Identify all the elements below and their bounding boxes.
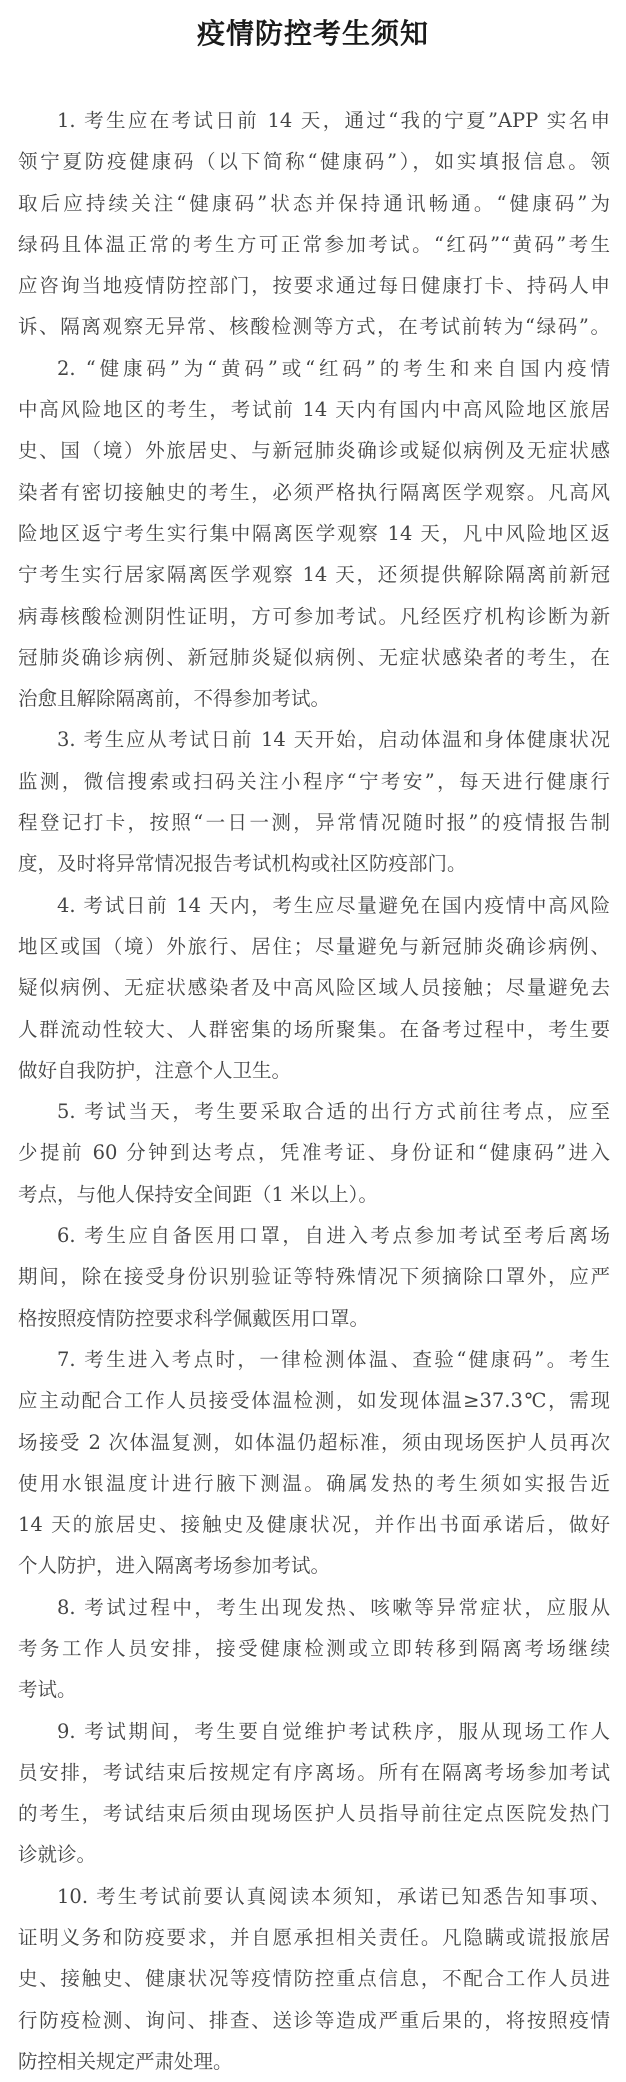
paragraph-line: 9. 考试期间，考生要自觉维护考试秩序，服从现场工作人: [57, 1719, 610, 1743]
paragraph-line: 1. 考生应在考试日前 14 天，通过“我的宁夏”APP 实名申: [57, 109, 610, 132]
notice-item-8: [18, 1587, 610, 1711]
paragraph-line: 人群流动性较大、人群密集的场所聚集。在备考过程中，考生要: [18, 1017, 610, 1041]
paragraph-line: 取后应持续关注“健康码”状态并保持通讯畅通。“健康码”为: [18, 191, 610, 215]
paragraph-line: 防控相关规定严肃处理。: [18, 2049, 233, 2073]
paragraph-line: 格按照疫情防控要求科学佩戴医用口罩。: [18, 1306, 370, 1330]
document-title: 疫情防控考生须知: [196, 17, 429, 50]
paragraph-line: 疑似病例、无症状感染者及中高风险区域人员接触；尽量避免去: [18, 976, 610, 1000]
paragraph-line: 使用水银温度计进行腋下测温。确属发热的考生须如实报告近: [18, 1471, 610, 1495]
paragraph-line: 监测，微信搜索或扫码关注小程序“宁考安”，每天进行健康行: [18, 769, 610, 793]
paragraph-line: 绿码且体温正常的考生方可正常参加考试。“红码”“黄码”考生: [18, 232, 610, 256]
paragraph-line: 证明义务和防疫要求，并自愿承担相关责任。凡隐瞒或谎报旅居: [18, 1926, 610, 1950]
paragraph-line: 6. 考生应自备医用口罩，自进入考点参加考试至考后离场: [57, 1224, 610, 1248]
paragraph-line: 病毒核酸检测阴性证明，方可参加考试。凡经医疗机构诊断为新: [18, 604, 610, 628]
paragraph-line: 度，及时将异常情况报告考试机构或社区防疫部门。: [18, 852, 467, 876]
paragraph-line: 考点，与他人保持安全间距（1 米以上）。: [18, 1182, 378, 1206]
paragraph-line: 的考生，考试结束后须由现场医护人员指导前往定点医院发热门: [18, 1802, 610, 1826]
paragraph-line: 史、接触史、健康状况等疫情防控重点信息，不配合工作人员进: [18, 1967, 610, 1991]
paragraph-line: 险地区返宁考生实行集中隔离医学观察 14 天，凡中风险地区返: [18, 521, 610, 545]
paragraph-line: 应咨询当地疫情防控部门，按要求通过每日健康打卡、持码人申: [18, 274, 610, 298]
notice-item-1: [18, 100, 610, 348]
paragraph-line: 冠肺炎确诊病例、新冠肺炎疑似病例、无症状感染者的考生，在: [18, 645, 610, 669]
notice-item-4: [18, 885, 610, 1091]
paragraph-line: 14 天的旅居史、接触史及健康状况，并作出书面承诺后，做好: [18, 1513, 610, 1537]
paragraph-line: 少提前 60 分钟到达考点，凭准考证、身份证和“健康码”进入: [18, 1141, 610, 1165]
paragraph-line: 宁考生实行居家隔离医学观察 14 天，还须提供解除隔离前新冠: [18, 563, 610, 587]
document-body: [18, 100, 610, 2082]
paragraph-line: 行防疫检测、询问、排查、送诊等造成严重后果的，将按照疫情: [18, 2008, 610, 2032]
paragraph-line: 4. 考试日前 14 天内，考生应尽量避免在国内疫情中高风险: [57, 893, 610, 917]
paragraph-line: 考务工作人员安排，接受健康检测或立即转移到隔离考场继续: [18, 1636, 610, 1660]
paragraph-line: 做好自我防护，注意个人卫生。: [18, 1058, 292, 1082]
paragraph-line: 5. 考试当天，考生要采取合适的出行方式前往考点，应至: [57, 1100, 610, 1124]
paragraph-line: 诊就诊。: [18, 1843, 97, 1867]
paragraph-line: 诉、隔离观察无异常、核酸检测等方式，在考试前转为“绿码”。: [18, 315, 610, 339]
paragraph-line: 10. 考生考试前要认真阅读本须知，承诺已知悉告知事项、: [57, 1884, 610, 1908]
paragraph-line: 染者有密切接触史的考生，必须严格执行隔离医学观察。凡高风: [18, 480, 610, 504]
paragraph-line: 期间，除在接受身份识别验证等特殊情况下须摘除口罩外，应严: [18, 1265, 610, 1289]
notice-item-6: [18, 1215, 610, 1339]
notice-item-5: [18, 1091, 610, 1215]
notice-item-9: [18, 1711, 610, 1876]
notice-item-2: [18, 348, 610, 720]
paragraph-line: 员安排，考试结束后按规定有序离场。所有在隔离考场参加考试: [18, 1760, 610, 1784]
notice-item-3: [18, 719, 610, 884]
notice-item-7: [18, 1339, 610, 1587]
paragraph-line: 中高风险地区的考生，考试前 14 天内有国内中高风险地区旅居: [18, 398, 610, 422]
paragraph-line: 治愈且解除隔离前，不得参加考试。: [18, 687, 331, 711]
paragraph-line: 考试。: [18, 1678, 77, 1702]
paragraph-line: 领宁夏防疫健康码（以下简称“健康码”），如实填报信息。领: [18, 150, 610, 174]
paragraph-line: 地区或国（境）外旅行、居住；尽量避免与新冠肺炎确诊病例、: [18, 934, 610, 958]
paragraph-line: 7. 考生进入考点时，一律检测体温、查验“健康码”。考生: [57, 1347, 610, 1371]
paragraph-line: 应主动配合工作人员接受体温检测，如发现体温≥37.3℃，需现: [18, 1389, 610, 1413]
paragraph-line: 2. “健康码”为“黄码”或“红码”的考生和来自国内疫情: [57, 356, 610, 380]
paragraph-line: 程登记打卡，按照“一日一测，异常情况随时报”的疫情报告制: [18, 811, 610, 835]
notice-item-10: [18, 1876, 610, 2082]
paragraph-line: 场接受 2 次体温复测，如体温仍超标准，须由现场医护人员再次: [18, 1430, 610, 1454]
paragraph-line: 个人防护，进入隔离考场参加考试。: [18, 1554, 331, 1578]
paragraph-line: 8. 考试过程中，考生出现发热、咳嗽等异常症状，应服从: [57, 1595, 610, 1619]
paragraph-line: 史、国（境）外旅居史、与新冠肺炎确诊或疑似病例及无症状感: [18, 439, 610, 463]
paragraph-line: 3. 考生应从考试日前 14 天开始，启动体温和身体健康状况: [57, 728, 610, 752]
